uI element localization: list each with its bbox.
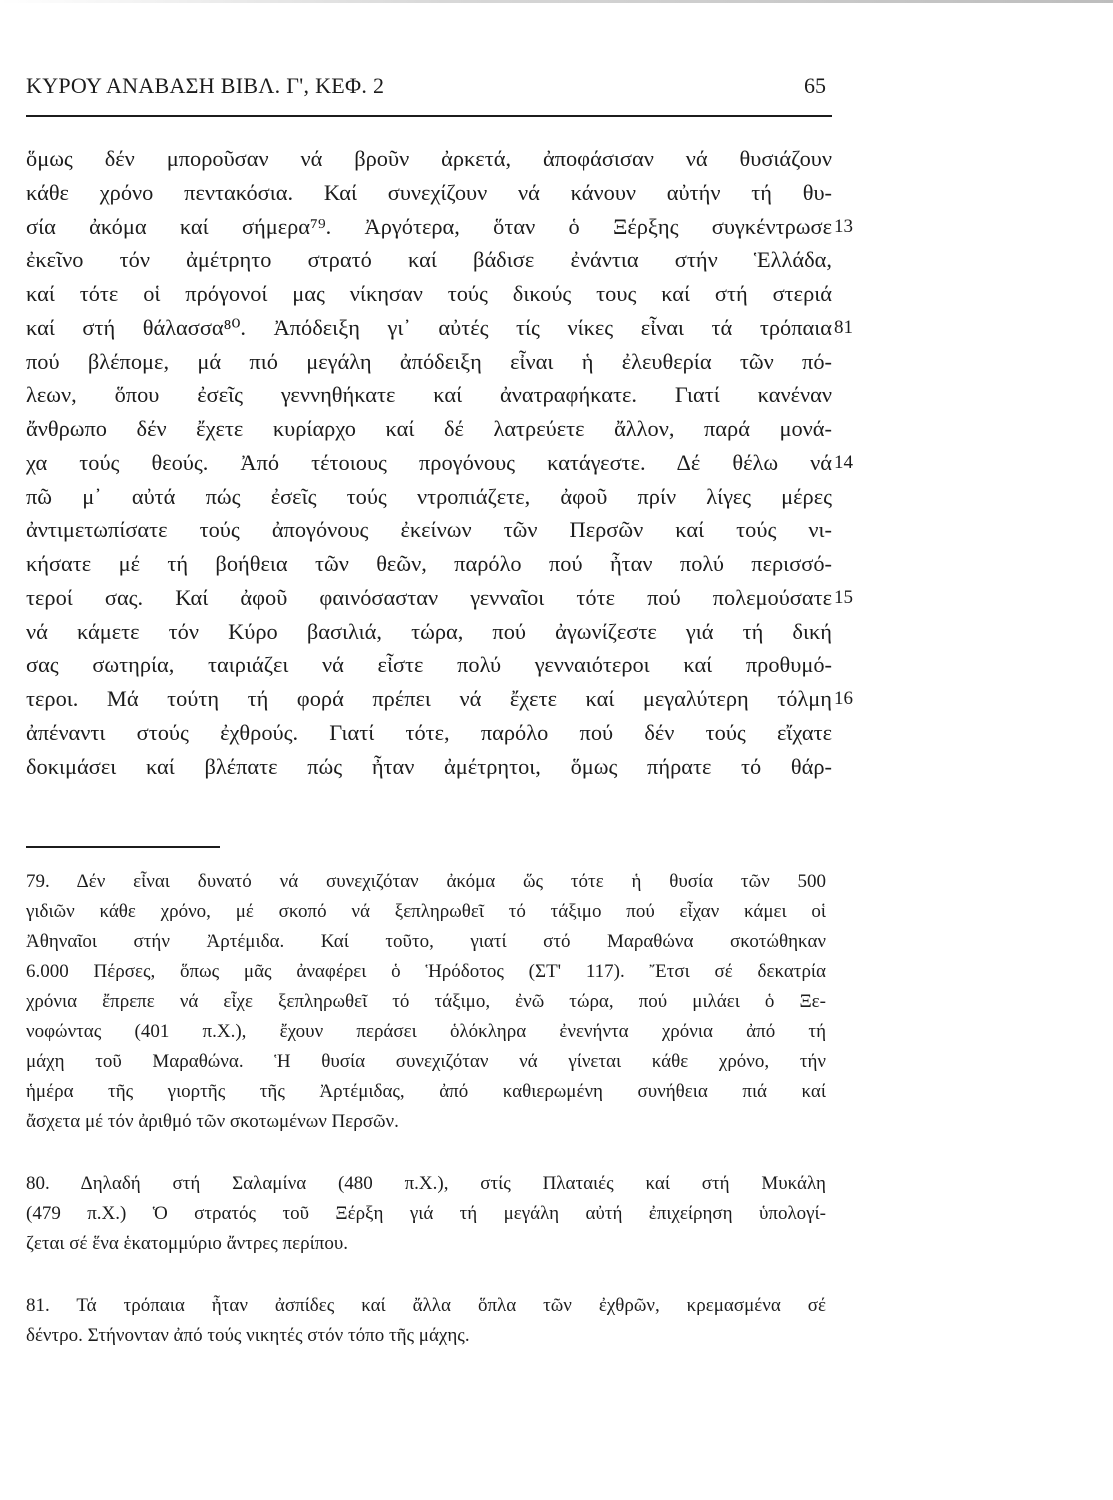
- footnote: [26, 1169, 826, 1259]
- text-line-content: πῶ μ᾽ αὐτά πώς ἐσεῖς τούς ντροπιάζετε, ἀφοῦ πρίν λίγες μέρες: [26, 483, 832, 509]
- text-line: [26, 615, 832, 649]
- footnote-line: [26, 897, 826, 927]
- footnote-line: [26, 1077, 826, 1107]
- footnote-line: [26, 1107, 826, 1137]
- text-line-content: ἀντιμετωπίσατε τούς ἀπογόνους ἐκείνων τῶν Περσῶν καί τούς νι-: [26, 517, 832, 543]
- text-line-content: τεροί σας. Καί ἀφοῦ φαινόσασταν γενναῖοι τότε πού πολεμούσατε: [26, 584, 832, 610]
- text-line: [26, 480, 832, 514]
- footnote-line-content: (479 π.Χ.) Ὁ στρατός τοῦ Ξέρξη γιά τή μεγάλη αὐτή ἐπιχείρηση ὑπολογί-: [26, 1203, 826, 1224]
- footnotes: [26, 867, 826, 1351]
- text-line-content: σία ἀκόμα καί σήμερα⁷⁹. Ἀργότερα, ὅταν ὁ Ξέρξης συγκέντρωσε: [26, 213, 832, 239]
- text-line: [26, 547, 832, 581]
- footnote-line: [26, 987, 826, 1017]
- footnote-line: [26, 957, 826, 987]
- footnote-line: [26, 1229, 826, 1259]
- text-line: [26, 716, 832, 750]
- footnote-line: [26, 1291, 826, 1321]
- footnote-line: [26, 1169, 826, 1199]
- text-line-content: καί τότε οἱ πρόγονοί μας νίκησαν τούς δικούς τους καί στή στεριά: [26, 281, 832, 306]
- footnote-rule: [26, 846, 220, 848]
- text-line: [26, 412, 832, 446]
- footnote-line-content: ἄσχετα μέ τόν ἀριθμό τῶν σκοτωμένων Περσῶν.: [26, 1111, 399, 1132]
- text-line: [26, 648, 832, 682]
- running-title: ΚΥΡΟΥ ΑΝΑΒΑΣΗ ΒΙΒΛ. Γ', ΚΕΦ. 2: [26, 73, 385, 98]
- text-line-content: ἄνθρωπο δέν ἔχετε κυρίαρχο καί δέ λατρεύετε ἄλλον, παρά μονά-: [26, 416, 832, 441]
- footnote-line-content: 80. Δηλαδή στή Σαλαμίνα (480 π.Χ.), στίς Πλαταιές καί στή Μυκάλη: [26, 1173, 826, 1194]
- section-number: 16: [834, 688, 853, 709]
- text-line: [26, 378, 832, 412]
- text-line-content: τεροι. Μά τούτη τή φορά πρέπει νά ἔχετε καί μεγαλύτερη τόλμη: [26, 686, 832, 711]
- text-line: [26, 750, 832, 784]
- footnote: [26, 867, 826, 1137]
- footnote-line-content: Ἀθηναῖοι στήν Ἀρτέμιδα. Καί τοῦτο, γιατί στό Μαραθώνα σκοτώθηκαν: [26, 931, 826, 952]
- text-line-content: σας σωτηρία, ταιριάζει νά εἶστε πολύ γενναιότεροι καί προθυμό-: [26, 652, 832, 678]
- text-line: [26, 446, 853, 480]
- page-header: [26, 73, 826, 105]
- footnote-line-content: 81. Τά τρόπαια ἦταν ἀσπίδες καί ἄλλα ὅπλα τῶν ἐχθρῶν, κρεμασμένα σέ: [26, 1295, 826, 1316]
- text-line: [26, 142, 832, 176]
- text-line-content: ἀπέναντι στούς ἐχθρούς. Γιατί τότε, παρόλο πού δέν τούς εἴχατε: [26, 719, 832, 745]
- footnote-gap: [26, 1137, 826, 1169]
- text-line-content: πού βλέπομε, μά πιό μεγάλη ἀπόδειξη εἶναι ἡ ἐλευθερία τῶν πό-: [26, 348, 832, 374]
- footnote-line-content: μάχη τοῦ Μαραθώνα. Ἡ θυσία συνεχιζόταν νά γίνεται κάθε χρόνο, τήν: [26, 1051, 826, 1072]
- text-line-content: κήσατε μέ τή βοήθεια τῶν θεῶν, παρόλο πού ἦταν πολύ περισσό-: [26, 551, 832, 576]
- text-line-content: ἐκεῖνο τόν ἀμέτρητο στρατό καί βάδισε ἐνάντια στήν Ἑλλάδα,: [26, 247, 832, 273]
- footnote-line: [26, 1321, 826, 1351]
- text-line-content: λεων, ὅπου ἐσεῖς γεννηθήκατε καί ἀνατραφήκατε. Γιατί κανέναν: [26, 382, 832, 408]
- page-number: 65: [804, 73, 826, 98]
- footnote-line: [26, 1047, 826, 1077]
- footnote-gap: [26, 1259, 826, 1291]
- footnote-line-content: δέντρο. Στήνονταν ἀπό τούς νικητές στόν τόπο τῆς μάχης.: [26, 1325, 470, 1346]
- text-line-content: νά κάμετε τόν Κύρο βασιλιά, τώρα, πού ἀγωνίζεστε γιά τή δική: [26, 618, 832, 644]
- text-line-content: κάθε χρόνο πεντακόσια. Καί συνεχίζουν νά κάνουν αὐτήν τή θυ-: [26, 179, 832, 205]
- footnote-line-content: νοφώντας (401 π.Χ.), ἔχουν περάσει ὁλόκληρα ἐνενήντα χρόνια ἀπό τή: [26, 1021, 826, 1042]
- footnote-line-content: γιδιῶν κάθε χρόνο, μέ σκοπό νά ξεπληρωθεῖ τό τάξιμο πού εἶχαν κάμει οἱ: [26, 901, 826, 922]
- footnote: [26, 1291, 826, 1351]
- header-rule: [26, 115, 832, 117]
- text-line: [26, 210, 853, 244]
- text-line-content: χα τούς θεούς. Ἀπό τέτοιους προγόνους κατάγεστε. Δέ θέλω νά: [26, 449, 832, 475]
- footnote-line: [26, 1199, 826, 1229]
- footnote-line: [26, 1017, 826, 1047]
- section-number: 14: [834, 451, 853, 473]
- footnote-line: [26, 867, 826, 897]
- text-line: [26, 345, 832, 379]
- section-number: 81: [834, 316, 853, 338]
- text-line: [26, 176, 832, 210]
- text-line: [26, 277, 832, 311]
- main-text: [26, 142, 853, 783]
- footnote-line-content: 79. Δέν εἶναι δυνατό νά συνεχιζόταν ἀκόμα ὥς τότε ἡ θυσία τῶν 500: [26, 871, 826, 892]
- text-line: [26, 243, 832, 277]
- text-line: [26, 311, 853, 345]
- text-line-content: δοκιμάσει καί βλέπατε πώς ἦταν ἀμέτρητοι, ὅμως πήρατε τό θάρ-: [26, 753, 832, 779]
- text-line: [26, 513, 832, 547]
- scan-top-edge: [0, 0, 1113, 3]
- footnote-line-content: χρόνια ἔπρεπε νά εἶχε ξεπληρωθεῖ τό τάξιμο, ἐνῶ τώρα, πού μιλάει ὁ Ξε-: [26, 991, 826, 1012]
- section-number: 13: [834, 215, 853, 237]
- text-line: [26, 581, 853, 615]
- footnote-line-content: 6.000 Πέρσες, ὅπως μᾶς ἀναφέρει ὁ Ἡρόδοτος (ΣΤ' 117). Ἔτσι σέ δεκατρία: [26, 961, 826, 982]
- footnote-line-content: ζεται σέ ἕνα ἑκατομμύριο ἄντρες περίπου.: [26, 1233, 348, 1254]
- footnote-line-content: ἡμέρα τῆς γιορτῆς τῆς Ἀρτέμιδας, ἀπό καθιερωμένη συνήθεια πιά καί: [26, 1081, 826, 1102]
- text-line: [26, 682, 853, 716]
- section-number: 15: [834, 586, 853, 608]
- footnote-line: [26, 927, 826, 957]
- text-line-content: καί στή θάλασσα⁸⁰. Ἀπόδειξη γι᾽ αὐτές τίς νίκες εἶναι τά τρόπαια: [26, 314, 832, 340]
- text-line-content: ὅμως δέν μποροῦσαν νά βροῦν ἀρκετά, ἀποφάσισαν νά θυσιάζουν: [26, 146, 832, 171]
